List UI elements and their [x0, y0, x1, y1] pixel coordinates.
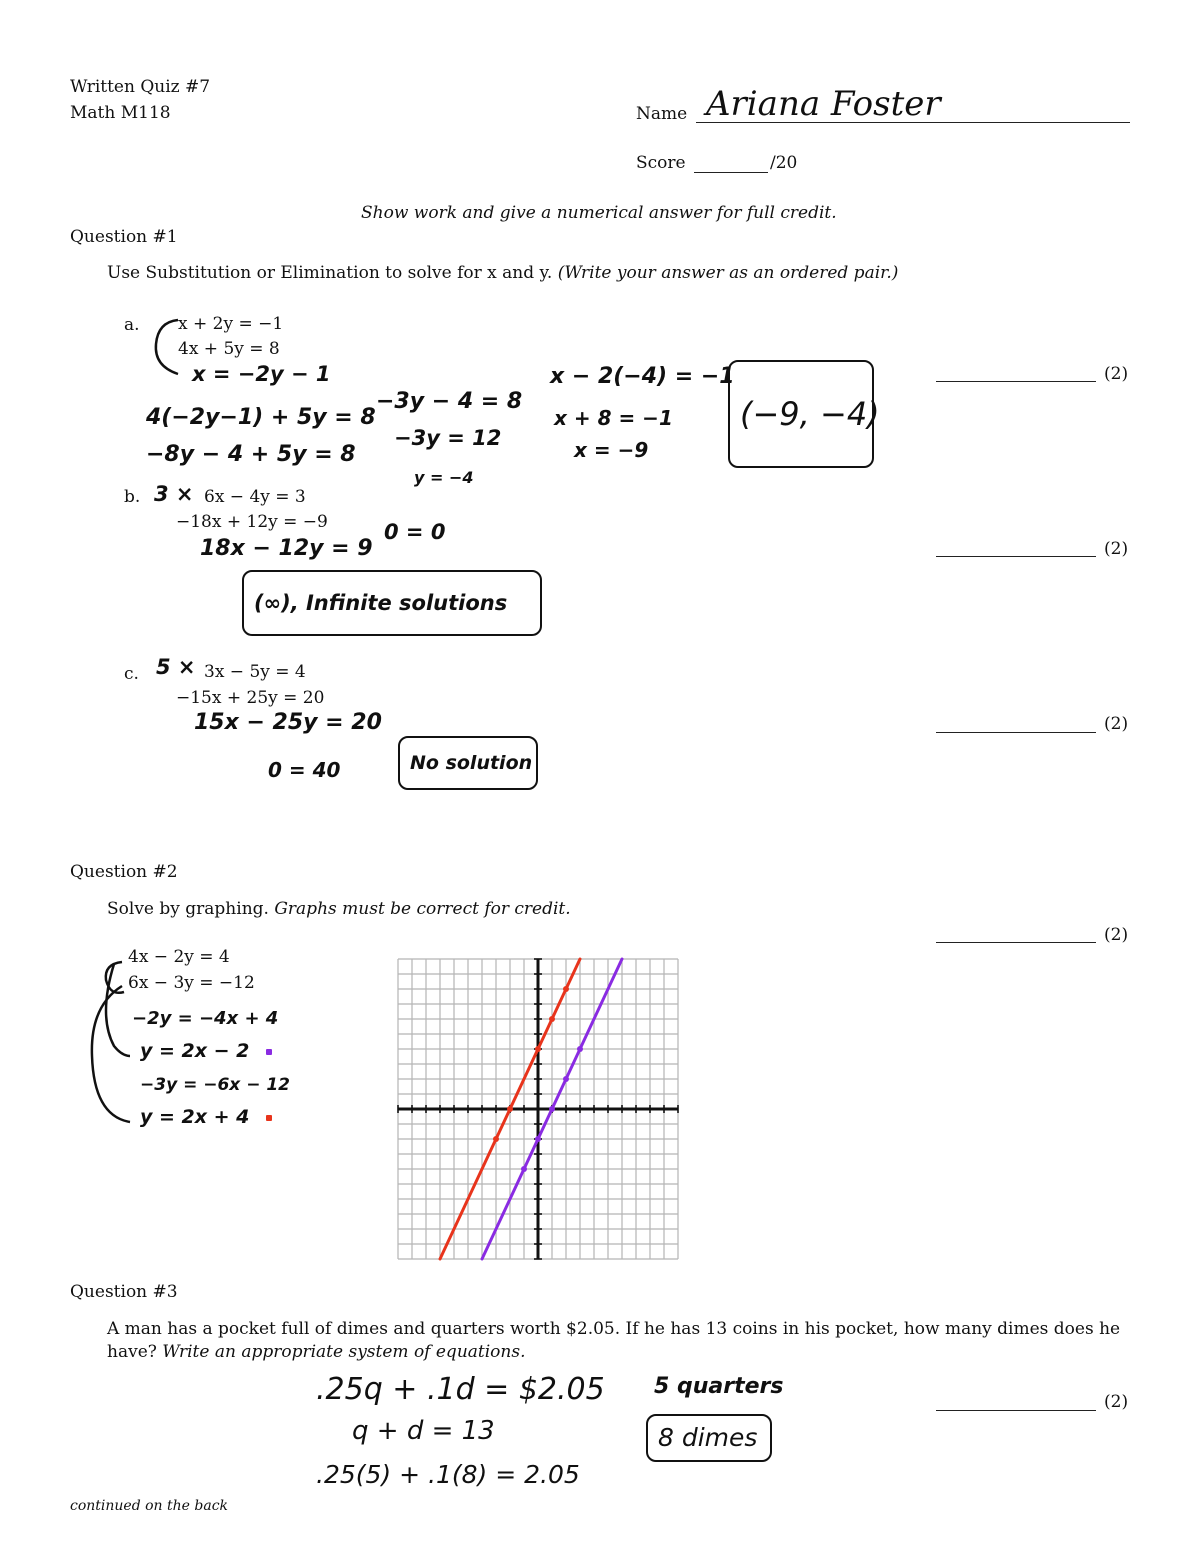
part-a-work-9: x = −9: [574, 438, 649, 462]
part-b-answer-line[interactable]: [936, 556, 1096, 557]
name-label: Name: [636, 104, 688, 124]
question-2-prompt: [107, 899, 571, 919]
coordinate-graph[interactable]: [396, 946, 680, 1264]
question-2-eq2: 6x − 3y = −12: [128, 973, 255, 993]
series-1-point: [535, 1046, 541, 1052]
part-c-eq2: −15x + 25y = 20: [176, 688, 325, 708]
question-3-prompt-italic: Write an appropriate system of equations.: [162, 1342, 526, 1362]
question-2-work-2: [140, 1040, 272, 1062]
score-label: Score: [636, 153, 686, 173]
part-a-work-6: y = −4: [414, 468, 474, 487]
score-total: /20: [770, 153, 798, 173]
question-2-work-4: [140, 1106, 272, 1128]
red-marker-dot: [266, 1115, 272, 1121]
part-c-work-1: 15x − 25y = 20: [194, 710, 382, 735]
part-b-work-2: 0 = 0: [384, 520, 446, 544]
part-b-work-1: 18x − 12y = 9: [200, 536, 373, 561]
part-a-points: (2): [1104, 364, 1129, 384]
series-2-point: [549, 1106, 555, 1112]
quiz-title: Written Quiz #7: [70, 77, 211, 97]
part-a-work-3: −8y − 4 + 5y = 8: [146, 442, 356, 467]
part-c-answer-line[interactable]: [936, 732, 1096, 733]
course-code: Math M118: [70, 103, 171, 123]
part-c-points: (2): [1104, 714, 1129, 734]
part-a-work-2: 4(−2y−1) + 5y = 8: [146, 405, 376, 430]
question-2-prompt-main: Solve by graphing.: [107, 899, 269, 919]
question-3-points: (2): [1104, 1392, 1129, 1412]
part-a-answer-line[interactable]: [936, 381, 1096, 382]
part-b-points: (2): [1104, 539, 1129, 559]
question-2-work-3: −3y = −6x − 12: [140, 1075, 291, 1095]
question-3-work-4: 5 quarters: [654, 1374, 784, 1399]
question-2-arrows: [84, 946, 144, 1136]
question-2-work-2-text: y = 2x − 2: [140, 1040, 250, 1062]
question-3-work-3: .25(5) + .1(8) = 2.05: [316, 1460, 580, 1489]
question-2-points: (2): [1104, 925, 1129, 945]
purple-marker-dot: [266, 1049, 272, 1055]
question-1-prompt-main: Use Substitution or Elimination to solve for x and y.: [107, 263, 553, 283]
question-2-heading: Question #2: [70, 862, 178, 882]
part-c-multiplier: 5 ×: [156, 655, 196, 679]
question-1-prompt-note: (Write your answer as an ordered pair.): [557, 263, 899, 283]
series-1-point: [549, 1016, 555, 1022]
question-3-prompt-line2: [107, 1342, 525, 1362]
question-3-answer: 8 dimes: [646, 1414, 772, 1462]
question-1-heading: Question #1: [70, 227, 178, 247]
question-1-prompt: [107, 263, 898, 283]
question-2-answer-line[interactable]: [936, 942, 1096, 943]
series-1-point: [507, 1106, 513, 1112]
part-a-eq2: 4x + 5y = 8: [178, 339, 280, 359]
part-b-multiplier: 3 ×: [154, 482, 194, 506]
part-a-answer: (−9, −4): [728, 360, 874, 468]
part-c-eq1: 3x − 5y = 4: [204, 662, 306, 682]
part-c-label: c.: [124, 664, 139, 684]
part-c-answer: No solution: [398, 736, 538, 790]
question-2-work-4-text: y = 2x + 4: [140, 1106, 250, 1128]
part-a-work-8: x + 8 = −1: [554, 406, 673, 430]
series-2-point: [535, 1136, 541, 1142]
question-3-heading: Question #3: [70, 1282, 178, 1302]
question-2-prompt-note: Graphs must be correct for credit.: [274, 899, 571, 919]
question-3-prompt-line1: A man has a pocket full of dimes and quarters worth $2.05. If he has 13 coins in his pocket, how many dimes does he: [107, 1319, 1121, 1339]
score-blank[interactable]: [694, 172, 768, 173]
part-a-label: a.: [124, 315, 140, 335]
part-b-eq1: 6x − 4y = 3: [204, 487, 306, 507]
series-2-point: [563, 1076, 569, 1082]
part-b-eq2: −18x + 12y = −9: [176, 512, 328, 532]
series-1-point: [493, 1136, 499, 1142]
question-3-answer-line[interactable]: [936, 1410, 1096, 1411]
series-2-point: [521, 1166, 527, 1172]
series-1-point: [563, 986, 569, 992]
question-3-work-2: q + d = 13: [352, 1416, 495, 1446]
part-a-work-5: −3y = 12: [394, 426, 502, 450]
part-c-work-2: 0 = 40: [268, 758, 341, 782]
instructions: Show work and give a numerical answer for full credit.: [361, 203, 837, 223]
name-underline: [696, 122, 1130, 123]
part-a-eq1: x + 2y = −1: [178, 314, 284, 334]
part-b-answer: (∞), Infinite solutions: [242, 570, 542, 636]
question-2-work-1: −2y = −4x + 4: [132, 1008, 279, 1029]
part-a-work-1: x = −2y − 1: [192, 362, 331, 386]
question-3-prompt-plain: have?: [107, 1342, 157, 1362]
continued-note: continued on the back: [70, 1498, 229, 1514]
series-2-point: [577, 1046, 583, 1052]
student-name[interactable]: Ariana Foster: [706, 84, 941, 124]
question-2-eq1: 4x − 2y = 4: [128, 947, 230, 967]
part-b-label: b.: [124, 487, 141, 507]
part-a-work-7: x − 2(−4) = −1: [550, 364, 735, 389]
question-3-work-1: .25q + .1d = $2.05: [316, 1372, 605, 1407]
part-a-work-4: −3y − 4 = 8: [376, 389, 523, 414]
